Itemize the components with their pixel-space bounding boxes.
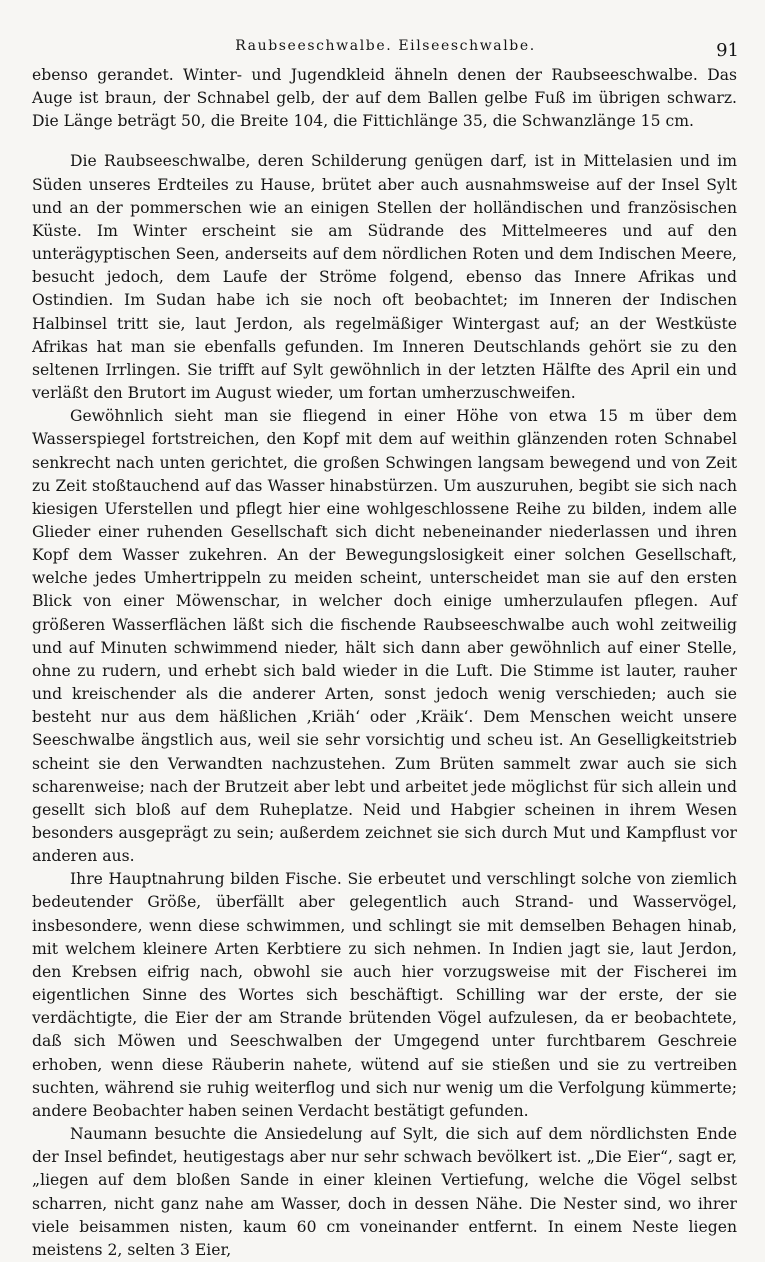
running-title: Raubseeschwalbe. Eilseeschwalbe. [235, 38, 536, 54]
paragraph-1: ebenso gerandet. Winter- und Jugendkleid ähneln denen der Raubseeschwalbe. Das Auge ist braun, der Schnabel gelb, der auf dem Ballen gelbe Fuß im übrigen schwarz. Die Länge beträgt 50, die Breite 104, die Fittichlänge 35, die Schwanzlänge 15 cm. [32, 66, 737, 131]
paragraph-5: Naumann besuchte die Ansiedelung auf Sylt, die sich auf dem nördlichsten Ende der Insel befindet, heutigestags aber nur sehr schwach bevölkert ist. „Die Eier“, sagt er, „liegen auf dem bloßen Sande in einer kleinen Vertiefung, welche die Vögel selbst scharren, nicht ganz nahe am Wasser, doch in dessen Nähe. Die Nester sind, wo ihrer viele beisammen nisten, kaum 60 cm voneinander entfernt. In einem Neste liegen meistens 2, selten 3 Eier, [32, 1125, 737, 1259]
page-number: 91 [716, 40, 739, 61]
body-text [32, 64, 737, 1262]
page-header [32, 34, 739, 60]
paragraph-4: Ihre Hauptnahrung bilden Fische. Sie erbeutet und verschlingt solche von ziemlich bedeutender Größe, überfällt aber gelegentlich auch Strand- und Wasservögel, insbesondere, wenn diese schwimmen, und schlingt sie mit demselben Behagen hinab, mit welchem kleinere Arten Kerbtiere zu sich nehmen. In Indien jagt sie, laut Jerdon, den Krebsen eifrig nach, obwohl sie auch hier vorzugsweise mit der Fischerei im eigentlichen Sinne des Wortes sich beschäftigt. Schilling war der erste, der sie verdächtigte, die Eier der am Strande brütenden Vögel aufzulesen, da er beobachtete, daß sich Möwen und Seeschwalben der Umgegend unter furchtbarem Geschreie erhoben, wenn diese Räuberin nahete, wütend auf sie stießen und sie zu vertreiben suchten, während sie ruhig weiterflog und sich nur wenig um die Verfolgung kümmerte; andere Beobachter haben seinen Verdacht bestätigt gefunden. [32, 870, 737, 1120]
paragraph-2: Die Raubseeschwalbe, deren Schilderung genügen darf, ist in Mittelasien und im Süden unseres Erdteiles zu Hause, brütet aber auch ausnahmsweise auf der Insel Sylt und an der pommerschen wie an einigen Stellen der holländischen und französischen Küste. Im Winter erscheint sie am Südrande des Mittelmeeres und auf den unterägyptischen Seen, anderseits auf dem nördlichen Roten und dem Indischen Meere, besucht jedoch, dem Laufe der Ströme folgend, ebenso das Innere Afrikas und Ostindien. Im Sudan habe ich sie noch oft beobachtet; im Inneren der Indischen Halbinsel tritt sie, laut Jerdon, als regelmäßiger Wintergast auf; an der Westküste Afrikas hat man sie ebenfalls gefunden. Im Inneren Deutschlands gehört sie zu den seltenen Irrlingen. Sie trifft auf Sylt gewöhnlich in der letzten Hälfte des April ein und verläßt den Brutort im August wieder, um fortan umherzuschweifen. [32, 152, 737, 403]
paragraph-3: Gewöhnlich sieht man sie fliegend in einer Höhe von etwa 15 m über dem Wasserspiegel fortstreichen, den Kopf mit dem auf weithin glänzenden roten Schnabel senkrecht nach unten gerichtet, die großen Schwingen langsam bewegend und von Zeit zu Zeit stoßtauchend auf das Wasser hinabstürzen. Um auszuruhen, begibt sie sich nach kiesigen Uferstellen und pflegt hier eine wohlgeschlossene Reihe zu bilden, indem alle Glieder einer ruhenden Gesellschaft sich dicht nebeneinander niederlassen und ihren Kopf dem Wasser zukehren. An der Bewegungslosigkeit einer solchen Gesellschaft, welche jedes Umhertrippeln zu meiden scheint, unterscheidet man sie auf den ersten Blick von einer Möwenschar, in welcher doch einige umherzulaufen pflegen. Auf größeren Wasserflächen läßt sich die fischende Raubseeschwalbe auch wohl zeitweilig und auf Minuten schwimmend nieder, hält sich dann aber gewöhnlich auf einer Stelle, ohne zu rudern, und erhebt sich bald wieder in die Luft. Die Stimme ist lauter, rauher und kreischender als die anderer Arten, sonst jedoch wenig verschieden; auch sie besteht nur aus dem häßlichen ‚Kriäh‘ oder ‚Kräik‘. Dem Menschen weicht unsere Seeschwalbe ängstlich aus, weil sie sehr vorsichtig und scheu ist. An Geselligkeitstrieb scheint sie den Verwandten nachzustehen. Zum Brüten sammelt zwar auch sie sich scharenweise; nach der Brutzeit aber lebt und arbeitet jede möglichst für sich allein und gesellt sich bloß auf dem Ruheplatze. Neid und Habgier scheinen in ihrem Wesen besonders ausgeprägt zu sein; außerdem zeichnet sie sich durch Mut und Kampflust vor anderen aus. [32, 407, 737, 866]
